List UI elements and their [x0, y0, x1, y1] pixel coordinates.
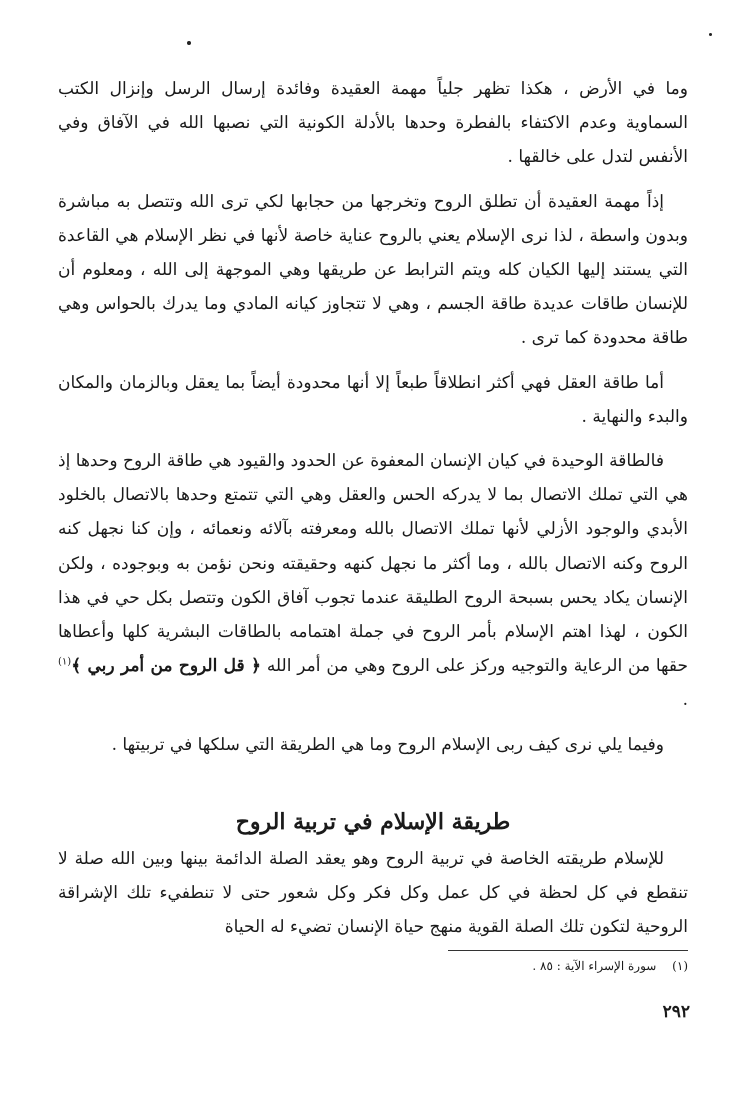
paragraph-4-tail: .	[682, 690, 688, 711]
paragraph-4	[58, 444, 688, 718]
ink-speck	[187, 41, 191, 45]
section-heading: طريقة الإسلام في تربية الروح	[235, 809, 511, 836]
paragraph-1: وما في الأرض ، هكذا تظهر جلياً مهمة العقيدة وفائدة إرسال الرسل وإنزال الكتب السماوية وعدم الاكتفاء بالفطرة وحدها بالأدلة الكونية التي نصبها الله في الآفاق وفي الأنفس لتدل على خالقها .	[58, 79, 688, 168]
footnote-reference: (١)	[58, 656, 72, 668]
footnote	[58, 956, 688, 976]
footnote-divider	[448, 950, 688, 951]
paragraph-5: وفيما يلي نرى كيف ربى الإسلام الروح وما هي الطريقة التي سلكها في تربيتها .	[111, 734, 664, 755]
footnote-text: سورة الإسراء الآية : ٨٥ .	[532, 959, 657, 973]
section-paragraph: للإسلام طريقته الخاصة في تربية الروح وهو يعقد الصلة الدائمة بينها وبين الله صلة لا تنقطع في كل لحظة في كل عمل وكل فكر وكل شعور حتى لا تنطفيء تلك الإشراقة الروحية لتكون تلك الصلة القوية منهج حياة الإنسان تضيء له الحياة	[58, 849, 688, 938]
section-text	[58, 842, 688, 945]
paragraph-4-text: فالطاقة الوحيدة في كيان الإنسان المعفوة عن الحدود والقيود هي طاقة الروح وحدها إذ هي التي تملك الاتصال بما لا يدركه الحس والعقل وهي التي تتمتع وحدها بالاتصال بالخلود الأبدي والوجود الأزلي لأنها تملك الاتصال بالله ومعرفته بآلائه ونعمائه ، وإن كنا نجهل كنه الروح وكنه الاتصال بالله ، وما أكثر ما نجهل كنهه وحقيقته ونحن نؤمن به وبوجوده ، ولكن الإنسان يكاد يحس بسبحة الروح الطليقة عندما تجوب آفاق الكون وتتصل بكل حي في هذا الكون ، لهذا اهتم الإسلام بأمر الروح في جملة اهتمامه بالطاقات البشرية كلها وأعطاها حقها من الرعاية والتوجيه وركز على الروح وهي من أمر الله	[58, 451, 689, 677]
paragraph-2: إذاً مهمة العقيدة أن تطلق الروح وتخرجها من حجابها لكي ترى الله وتتصل به مباشرة وبدون واسطة ، لذا نرى الإسلام يعني بالروح عناية خاصة لأنها في نظر الإسلام هي القاعدة التي يستند إليها الكيان كله ويتم الترابط عن طريقها وهي الموجهة إلى الله ، ومعلوم أن للإنسان طاقات عديدة طاقة الجسم ، وهي لا تتجاوز كيانه المادي وما يدرك بالحواس وهي طاقة محدودة كما ترى .	[58, 191, 688, 349]
main-text	[58, 72, 688, 762]
paragraph-3: أما طاقة العقل فهي أكثر انطلاقاً طبعاً إلا أنها محدودة أيضاً بما يعقل وبالزمان والمكان والبدء والنهاية .	[58, 372, 688, 427]
quran-verse: ﴿ قل الروح من أمر ربي ﴾	[71, 656, 261, 677]
page-number: ٢٩٢	[662, 1002, 690, 1022]
footnote-number: (١)	[672, 959, 688, 973]
ink-speck	[709, 33, 712, 36]
